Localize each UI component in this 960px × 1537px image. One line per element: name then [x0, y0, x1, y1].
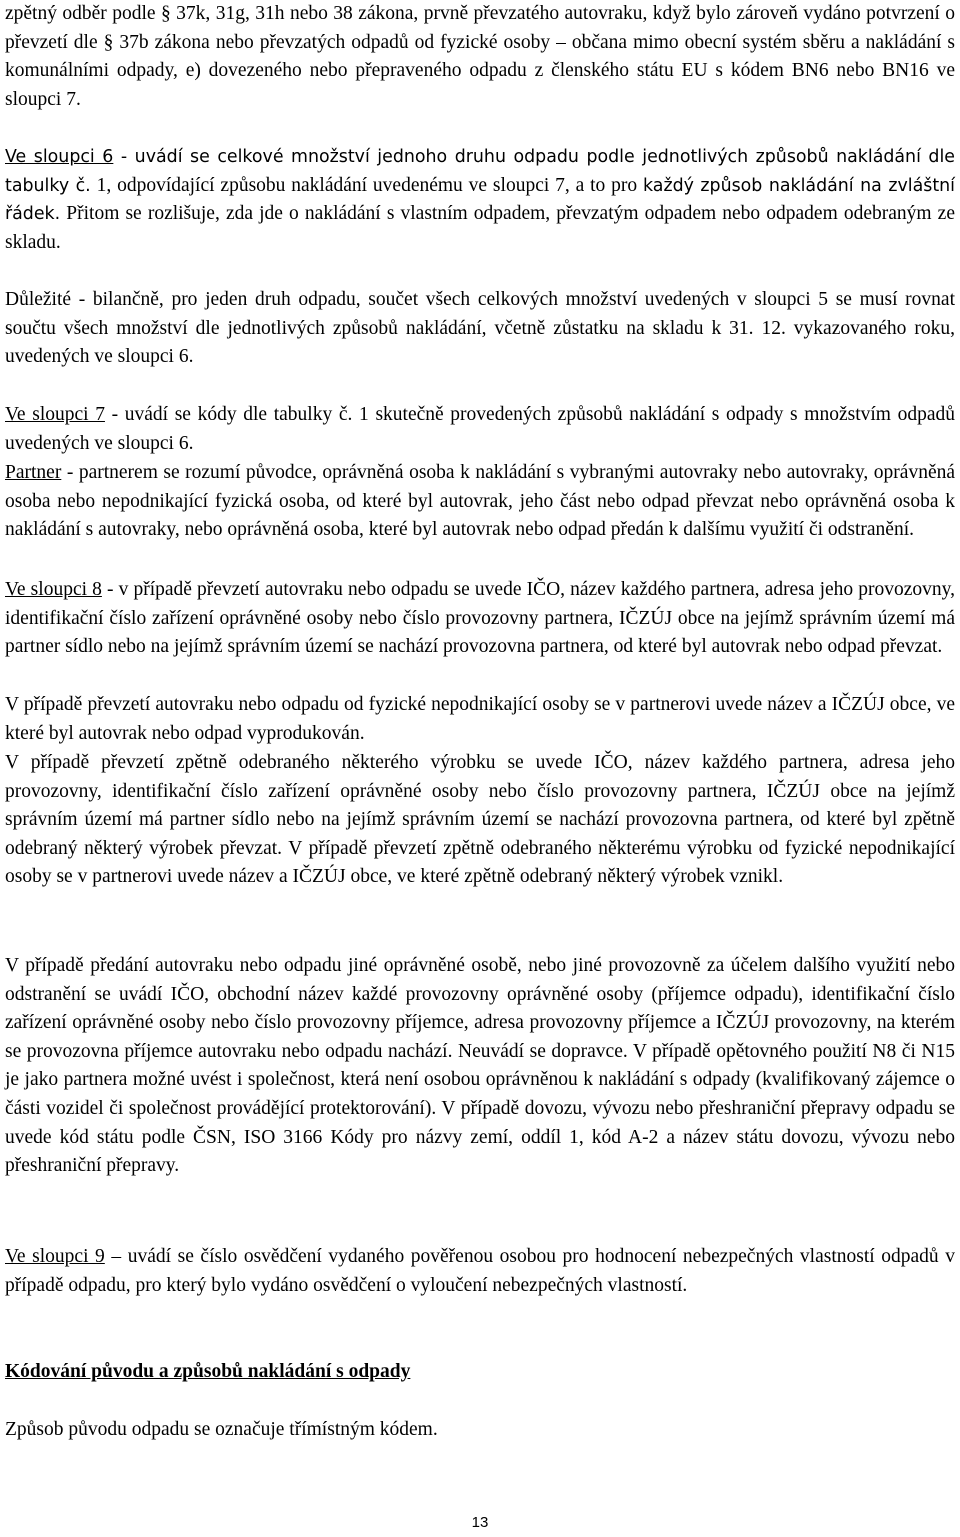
paragraph-natural-person: V případě převzetí autovraku nebo odpadu od fyzické nepodnikající osoby se v partnerovi uvede název a IČZÚJ obce, ve které byl autovrak nebo odpad vyprodukován. [5, 694, 955, 744]
paragraph-origin-code: Způsob původu odpadu se označuje třímístným kódem. [5, 1419, 438, 1440]
column-7-label: Ve sloupci 7 [5, 404, 105, 425]
partner-label: Partner [5, 462, 62, 483]
paragraph-column-6 [5, 143, 955, 257]
column-6-text-b: 1, odpovídající způsobu nakládání uvedenému ve sloupci 7, a to pro [90, 174, 644, 196]
column-9-label: Ve sloupci 9 [5, 1246, 105, 1267]
column-6-text-c: každý způsob nakládání na zvláštní řádek. [5, 175, 955, 225]
paragraph-continuation: zpětný odběr podle § 37k, 31g, 31h nebo 38 zákona, prvně převzatého autovraku, když bylo zároveň vydáno potvrzení o převzetí dle § 37b zákona nebo převzatých odpadů od fyzické osoby – občana mimo obecní systém sběru a nakládání s komunálními odpady, e) dovezeného nebo přepraveného odpadu z členského státu EU s kódem BN6 nebo BN16 ve sloupci 7. [5, 3, 955, 110]
column-7-text: - uvádí se kódy dle tabulky č. 1 skutečně provedených způsobů nakládání s odpady s množstvím odpadů uvedených ve sloupci 6. [5, 404, 955, 454]
page-number: 13 [471, 1514, 489, 1531]
section-heading: Kódování původu a způsobů nakládání s odpady [5, 1361, 411, 1382]
paragraph-important-balance: Důležité - bilančně, pro jeden druh odpadu, součet všech celkových množství uvedených v sloupci 5 se musí rovnat součtu všech množství dle jednotlivých způsobů nakládání, včetně zůstatku na skladu k 31. 12. vykazovaného roku, uvedených ve sloupci 6. [5, 289, 955, 368]
paragraph-column-7 [5, 401, 955, 458]
paragraph-column-8 [5, 576, 955, 662]
partner-text: - partnerem se rozumí původce, oprávněná osoba k nakládání s vybranými autovraky nebo autovraky, oprávněná osoba nebo nepodnikající fyzická osoba, od které byl autovrak, jeho část nebo odpad převzat nebo oprávněná osoba k nakládání s autovraky, nebo oprávněná osoba, které byl autovrak nebo odpad předán k dalšímu využití či odstranění. [5, 462, 955, 541]
paragraph-column-9 [5, 1243, 955, 1300]
column-8-text: - v případě převzetí autovraku nebo odpadu se uvede IČO, název každého partnera, adresa jeho provozovny, identifikační číslo zařízení oprávněné osoby nebo číslo provozovny partnera, IČZÚJ obce na jejímž správním území má partner sídlo nebo na jejímž správním území se nachází provozovna partnera, od které byl autovrak nebo odpad převzat. [5, 579, 956, 658]
column-6-text-d: Přitom se rozlišuje, zda jde o nakládání s vlastním odpadem, převzatým odpadem nebo odpadem odebraným ze skladu. [5, 203, 955, 253]
column-6-text-a: - uvádí se celkové množství jednoho druhu odpadu podle jednotlivých způsobů nakládání dle tabulky č. [5, 147, 956, 196]
column-9-text: – uvádí se číslo osvědčení vydaného pověřenou osobou pro hodnocení nebezpečných vlastností odpadů v případě odpadu, pro který bylo vydáno osvědčení o vyloučení nebezpečných vlastností. [5, 1246, 955, 1296]
paragraph-partner [5, 459, 955, 545]
paragraph-take-back: V případě převzetí zpětně odebraného některého výrobku se uvede IČO, název každého partnera, adresa jeho provozovny, identifikační číslo zařízení oprávněné osoby nebo číslo provozovny partnera, IČZÚJ obce na jejímž správním území má partner sídlo nebo na jejímž správním území se nachází provozovna partnera, od které byl zpětně odebraný některý výrobek převzat. V případě převzetí zpětně odebraného některému výrobku od fyzické nepodnikající osoby se v partnerovi uvede název a IČZÚJ obce, ve které zpětně odebraný některý výrobek vznikl. [5, 752, 955, 888]
paragraph-handover: V případě předání autovraku nebo odpadu jiné oprávněné osobě, nebo jiné provozovně za účelem dalšího využití nebo odstranění se uvádí IČO, obchodní název každé provozovny oprávněné osoby (příjemce odpadu), identifikační číslo zařízení oprávněné osoby nebo číslo provozovny příjemce, adresa provozovny příjemce a IČZÚJ provozovny, na kterém se provozovna příjemce autovraku nebo odpadu nachází. Neuvádí se dopravce. V případě opětovného použití N8 či N15 je jako partnera možné uvést i společnost, která není osobou oprávněnou k nakládání s odpady (kvalifikovaný zájemce o části vozidel či společnost provádějící protektorování). V případě dovozu, vývozu nebo přeshraniční přepravy odpadu se uvede kód státu podle ČSN, ISO 3166 Kódy pro názvy zemí, oddíl 1, kód A-2 a název státu dovozu, vývozu nebo přeshraniční přepravy. [5, 955, 955, 1177]
column-8-label: Ve sloupci 8 [5, 579, 102, 600]
column-6-label: Ve sloupci 6 [5, 147, 114, 167]
